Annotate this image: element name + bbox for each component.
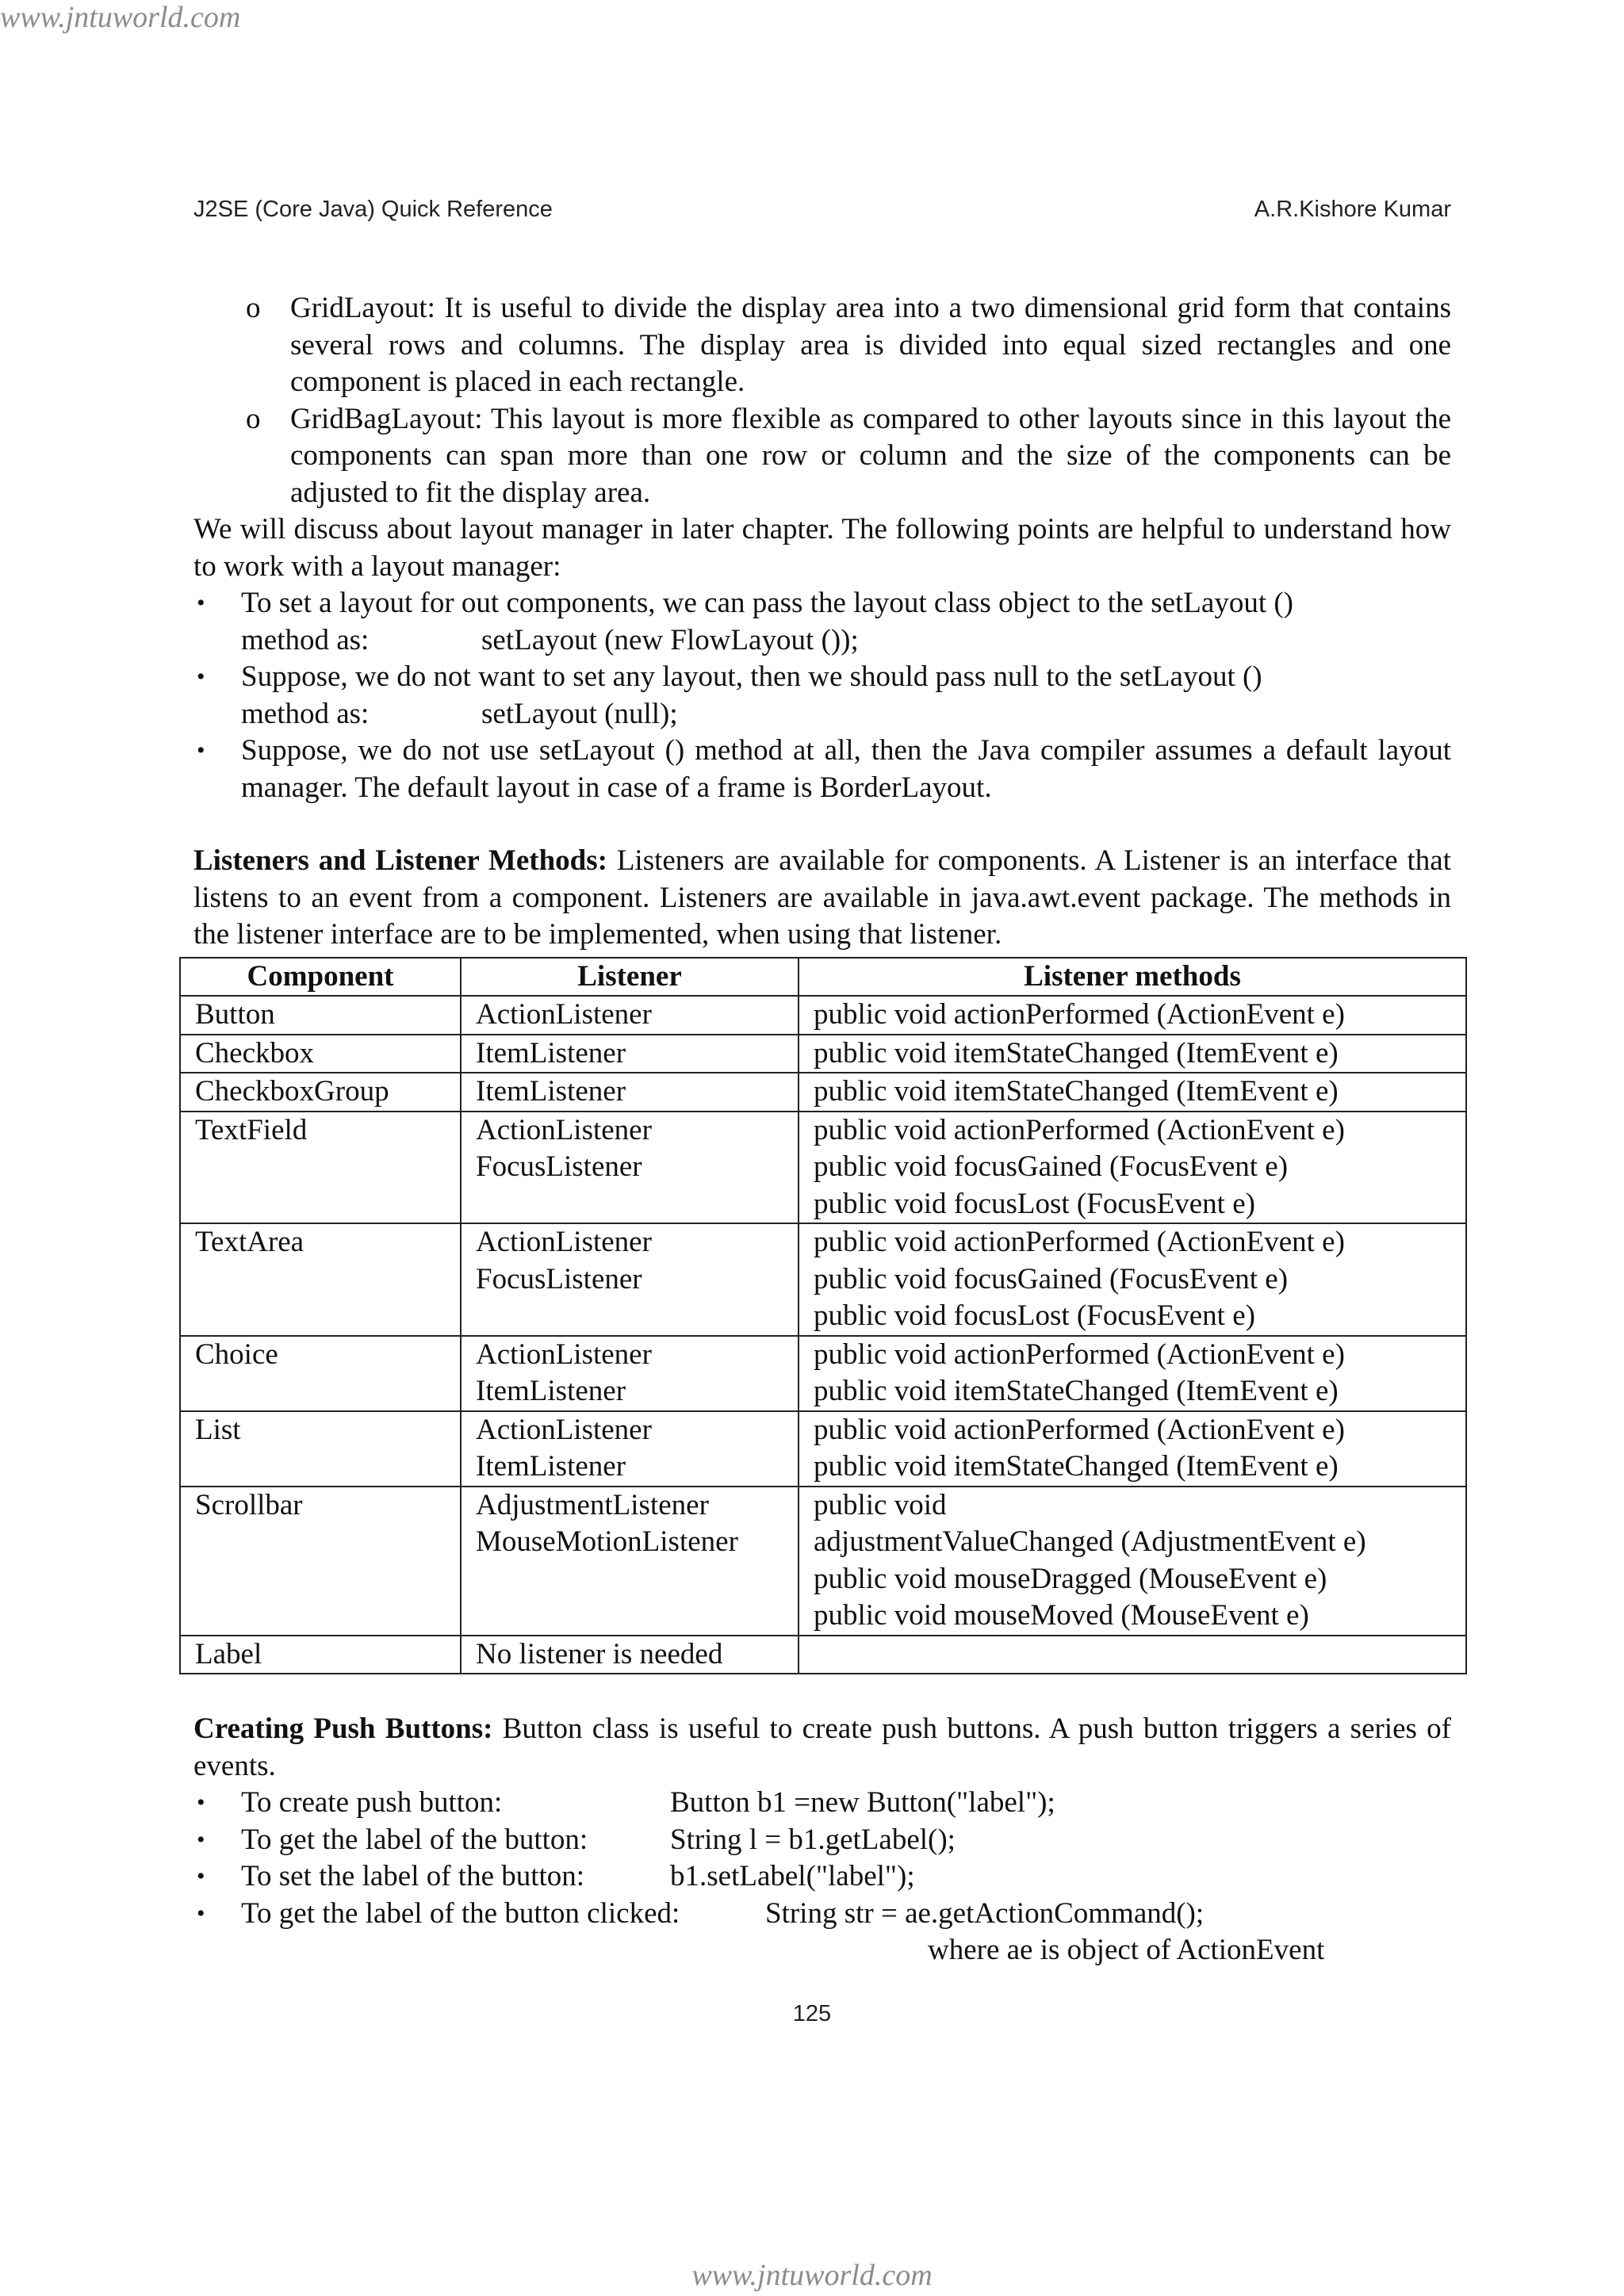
cell-methods	[799, 996, 1466, 1035]
layout-point	[193, 659, 1451, 733]
layout-item-gridlayout	[193, 290, 1451, 401]
cell-component: Label	[180, 1636, 461, 1674]
table-row	[180, 1411, 1466, 1487]
cell-component: Checkbox	[180, 1035, 461, 1073]
cell-component: TextArea	[180, 1223, 461, 1336]
listener-name: MouseMotionListener	[476, 1525, 738, 1558]
cell-component: TextField	[180, 1112, 461, 1224]
column-header-methods: Listener methods	[799, 958, 1466, 997]
listener-name: AdjustmentListener	[476, 1488, 709, 1521]
page-content	[193, 290, 1451, 1969]
bullet-icon: •	[197, 1863, 205, 1889]
listener-name: ItemListener	[476, 1375, 626, 1407]
cell-component: Scrollbar	[180, 1487, 461, 1636]
bullet-icon: •	[197, 664, 205, 690]
table-header-row	[180, 958, 1466, 997]
push-buttons-heading: Creating Push Buttons:	[193, 1712, 493, 1745]
listener-method: adjustmentValueChanged (AdjustmentEvent e)	[814, 1525, 1366, 1558]
cell-methods	[799, 1636, 1466, 1674]
table-row	[180, 1223, 1466, 1336]
push-buttons-paragraph	[193, 1711, 1451, 1785]
push-button-label: To get the label of the button:	[241, 1823, 588, 1856]
table-row	[180, 1035, 1466, 1073]
push-buttons-text: Button class is useful to create push buttons. A push button triggers a series of events.	[193, 1712, 1451, 1782]
cell-methods	[799, 1035, 1466, 1073]
cell-listener	[461, 1035, 799, 1073]
cell-methods	[799, 1336, 1466, 1411]
listener-method: public void actionPerformed (ActionEvent e)	[814, 998, 1345, 1031]
table-row	[180, 1112, 1466, 1224]
circle-bullet-icon: o	[246, 292, 261, 324]
listener-method: public void focusGained (FocusEvent e)	[814, 1262, 1289, 1295]
listeners-paragraph	[193, 843, 1451, 954]
push-button-code: Button b1 =new Button("label");	[670, 1786, 1055, 1819]
bullet-icon: •	[197, 1826, 205, 1853]
push-button-label: To create push button:	[241, 1786, 503, 1819]
listener-method: public void itemStateChanged (ItemEvent e)	[814, 1075, 1339, 1108]
bullet-icon: •	[197, 590, 205, 616]
listener-method: public void itemStateChanged (ItemEvent e)	[814, 1375, 1339, 1407]
push-button-code: b1.setLabel("label");	[670, 1860, 915, 1892]
running-header-title: J2SE (Core Java) Quick Reference	[193, 197, 553, 222]
push-button-item	[193, 1822, 1451, 1859]
listener-method: public void mouseDragged (MouseEvent e)	[814, 1562, 1327, 1595]
layout-point-lead: method as:	[241, 623, 370, 656]
listener-name: FocusListener	[476, 1150, 642, 1183]
layout-item-gridbaglayout	[193, 401, 1451, 512]
cell-listener	[461, 1487, 799, 1636]
push-button-note: where ae is object of ActionEvent	[928, 1934, 1325, 1966]
layout-point-text: Suppose, we do not use setLayout () method at all, then the Java compiler assumes a default layout manager. The default layout in case of a frame is BorderLayout.	[241, 734, 1451, 804]
table-row	[180, 1336, 1466, 1411]
cell-listener	[461, 1112, 799, 1224]
listener-method: public void focusLost (FocusEvent e)	[814, 1187, 1255, 1220]
page-number: 125	[792, 2001, 832, 2026]
cell-methods	[799, 1112, 1466, 1224]
listener-name: ItemListener	[476, 1450, 626, 1483]
listener-name: ItemListener	[476, 1036, 626, 1070]
column-header-component: Component	[180, 958, 461, 997]
layout-point-code: setLayout (null);	[481, 697, 678, 730]
cell-component: CheckboxGroup	[180, 1073, 461, 1112]
listener-table	[179, 957, 1467, 1675]
cell-listener	[461, 996, 799, 1035]
layout-point	[193, 733, 1451, 806]
cell-component: Button	[180, 996, 461, 1035]
listener-method: public void focusLost (FocusEvent e)	[814, 1299, 1255, 1332]
listener-name: ActionListener	[476, 1113, 652, 1146]
listener-table-body	[180, 996, 1466, 1674]
listener-name: ActionListener	[476, 1413, 652, 1446]
cell-component: Choice	[180, 1336, 461, 1411]
cell-listener	[461, 1073, 799, 1112]
layout-point-text: To set a layout for out components, we can pass the layout class object to the setLayout ()	[241, 587, 1293, 619]
running-header-author: A.R.Kishore Kumar	[1254, 197, 1451, 222]
listener-name: ActionListener	[476, 1226, 652, 1258]
column-header-listener: Listener	[461, 958, 799, 997]
table-row	[180, 1073, 1466, 1112]
listener-name: No listener is needed	[476, 1637, 723, 1670]
cell-listener	[461, 1336, 799, 1411]
listener-name: FocusListener	[476, 1262, 642, 1295]
cell-component: List	[180, 1411, 461, 1487]
push-button-code: String str = ae.getActionCommand();	[765, 1896, 1205, 1930]
push-button-label: To get the label of the button clicked:	[241, 1896, 680, 1930]
layout-point-code-line	[241, 696, 1451, 733]
watermark-top: www.jntuworld.com	[0, 1, 241, 34]
layout-item-text: GridBagLayout: This layout is more flexible as compared to other layouts since in this layout the components can span more than one row or column and the size of the components can be adjusted to fit the display area.	[290, 402, 1451, 509]
listener-method: public void itemStateChanged (ItemEvent e)	[814, 1450, 1339, 1483]
cell-listener	[461, 1223, 799, 1336]
listeners-text: Listeners are available for components. A Listener is an interface that listens to an event from a component. Listeners are available in java.awt.event package. The methods in the listener interface are to be implemented, when using that listener.	[193, 844, 1451, 951]
listener-method: public void actionPerformed (ActionEvent e)	[814, 1226, 1345, 1258]
cell-methods	[799, 1411, 1466, 1487]
cell-methods	[799, 1073, 1466, 1112]
listener-method: public void itemStateChanged (ItemEvent e)	[814, 1036, 1339, 1070]
watermark-bottom: www.jntuworld.com	[691, 2259, 933, 2292]
listener-method: public void actionPerformed (ActionEvent e)	[814, 1337, 1345, 1371]
layout-point-lead: method as:	[241, 697, 370, 730]
intro-paragraph: We will discuss about layout manager in later chapter. The following points are helpful to understand how to work with a layout manager:	[193, 513, 1451, 583]
circle-bullet-icon: o	[246, 402, 261, 435]
cell-methods	[799, 1487, 1466, 1636]
listener-method: public void actionPerformed (ActionEvent e)	[814, 1413, 1345, 1446]
layout-item-text: GridLayout: It is useful to divide the display area into a two dimensional grid form that contains several rows and columns. The display area is divided into equal sized rectangles and one component is placed in each rectangle.	[290, 292, 1451, 398]
listener-name: ActionListener	[476, 1337, 652, 1371]
bullet-icon: •	[197, 1789, 205, 1816]
listener-method: public void mouseMoved (MouseEvent e)	[814, 1599, 1309, 1632]
table-row	[180, 1636, 1466, 1674]
push-button-label: To set the label of the button:	[241, 1860, 585, 1892]
bullet-icon: •	[197, 737, 205, 763]
push-button-item	[193, 1858, 1451, 1896]
layout-point	[193, 585, 1451, 659]
cell-methods	[799, 1223, 1466, 1336]
bullet-icon: •	[197, 1900, 205, 1927]
layout-point-text: Suppose, we do not want to set any layout, then we should pass null to the setLayout ()	[241, 660, 1262, 693]
push-button-item	[193, 1785, 1451, 1822]
listener-method: public void focusGained (FocusEvent e)	[814, 1150, 1289, 1183]
cell-listener	[461, 1411, 799, 1487]
listener-method: public void	[814, 1488, 947, 1521]
listener-name: ItemListener	[476, 1075, 626, 1108]
push-button-item	[193, 1896, 1451, 1933]
table-row	[180, 1487, 1466, 1636]
push-button-code: String l = b1.getLabel();	[670, 1823, 956, 1856]
cell-listener	[461, 1636, 799, 1674]
layout-point-code: setLayout (new FlowLayout ());	[481, 623, 859, 656]
layout-point-code-line	[241, 622, 1451, 660]
listener-method: public void actionPerformed (ActionEvent e)	[814, 1113, 1345, 1146]
listener-name: ActionListener	[476, 998, 652, 1031]
listeners-heading: Listeners and Listener Methods:	[193, 844, 607, 877]
table-row	[180, 996, 1466, 1035]
